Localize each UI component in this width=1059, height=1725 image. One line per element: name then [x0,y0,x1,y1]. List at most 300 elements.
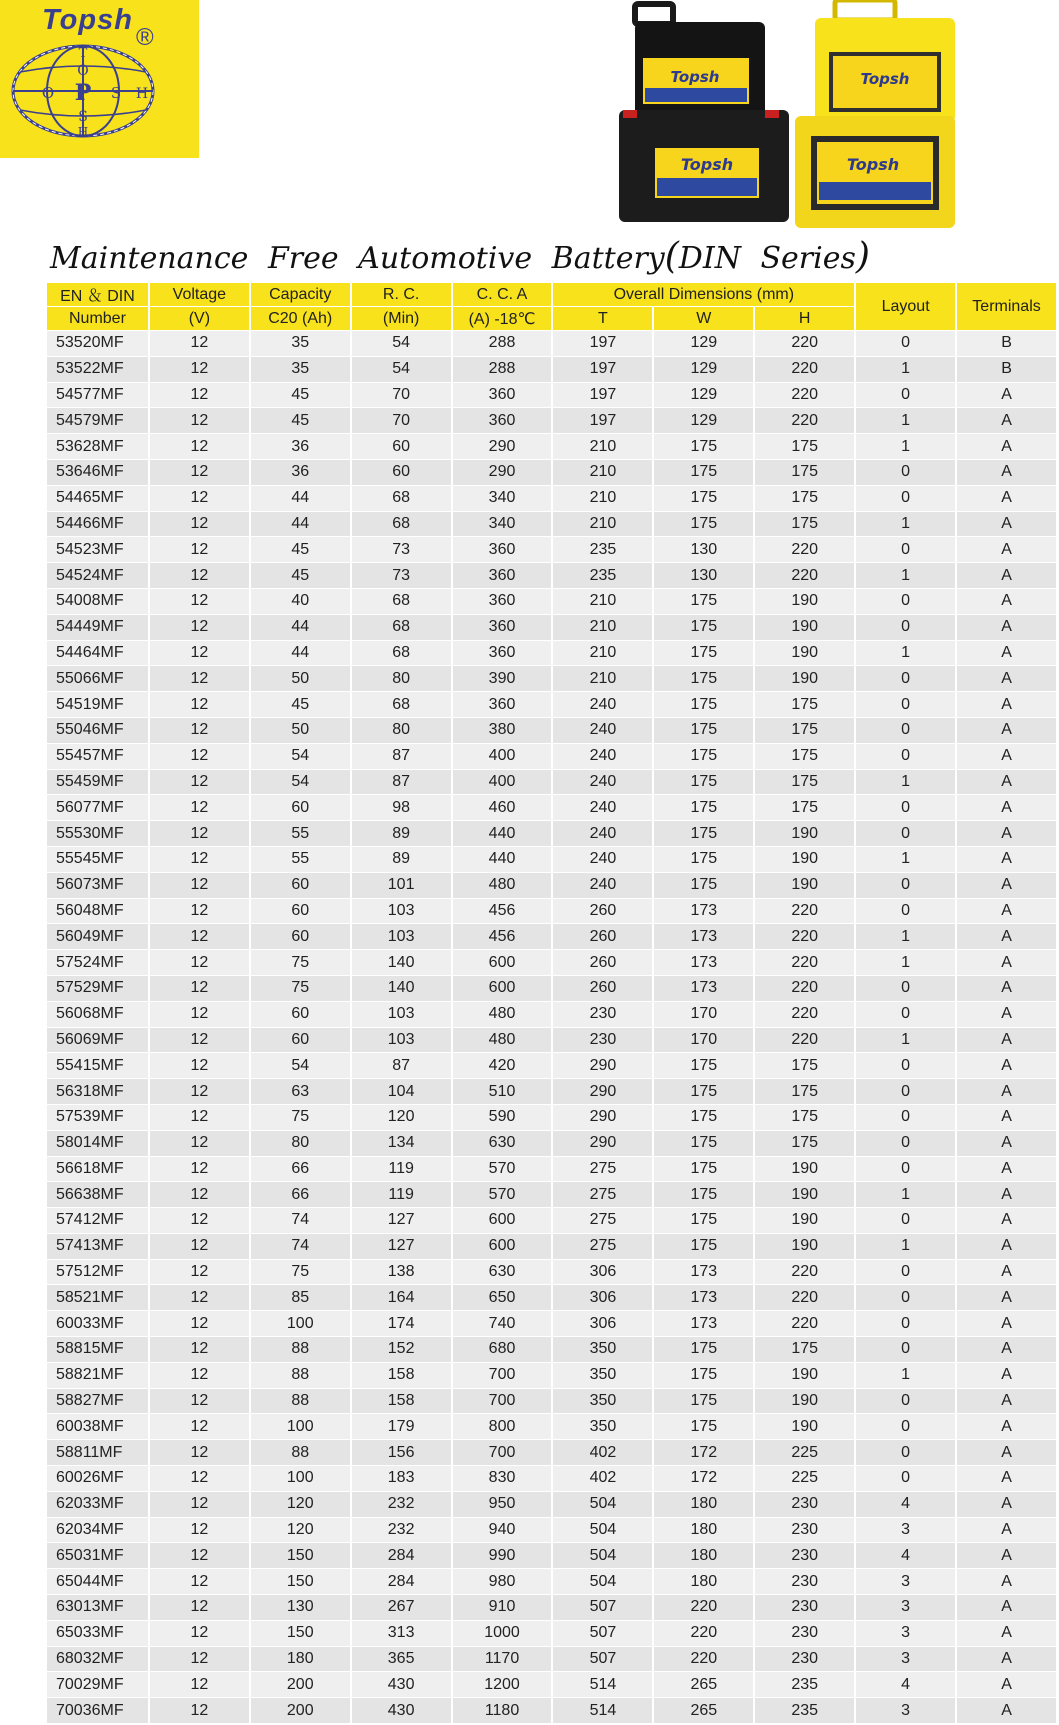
cell-capacity: 150 [251,1569,350,1594]
cell-cca: 1200 [453,1672,552,1697]
emblem-letter: O [77,63,89,79]
cell-terminals: A [957,1672,1056,1697]
cell-capacity: 45 [251,563,350,588]
cell-cca: 480 [453,1002,552,1027]
cell-rc: 365 [352,1647,451,1672]
cell-voltage: 12 [150,873,249,898]
cell-dim-w: 175 [654,434,753,459]
cell-voltage: 12 [150,1492,249,1517]
cell-rc: 70 [352,383,451,408]
cell-dim-w: 175 [654,1389,753,1414]
cell-model: 60026MF [47,1466,148,1491]
cell-layout: 1 [856,924,955,949]
cell-cca: 1000 [453,1621,552,1646]
table-row [47,1285,1056,1310]
cell-cca: 910 [453,1595,552,1620]
cell-dim-w: 175 [654,1363,753,1388]
cell-dim-h: 175 [755,1105,854,1130]
cell-dim-w: 175 [654,486,753,511]
cell-dim-t: 290 [553,1131,652,1156]
cell-terminals: A [957,1466,1056,1491]
cell-dim-t: 507 [553,1621,652,1646]
cell-dim-h: 230 [755,1595,854,1620]
cell-capacity: 74 [251,1234,350,1259]
cell-layout: 0 [856,1260,955,1285]
cell-dim-t: 290 [553,1105,652,1130]
cell-rc: 60 [352,460,451,485]
cell-voltage: 12 [150,460,249,485]
cell-model: 57524MF [47,950,148,975]
cell-dim-w: 175 [654,615,753,640]
cell-cca: 456 [453,924,552,949]
header-capacity-sub: C20 (Ah) [251,307,350,330]
cell-cca: 600 [453,976,552,1001]
battery-label: Topsh [846,155,900,174]
cell-voltage: 12 [150,1311,249,1336]
emblem-letter: S [78,109,88,125]
cell-layout: 3 [856,1621,955,1646]
cell-layout: 3 [856,1595,955,1620]
cell-model: 54519MF [47,692,148,717]
battery-product-photo [615,0,977,236]
cell-dim-t: 306 [553,1285,652,1310]
cell-voltage: 12 [150,1131,249,1156]
cell-terminals: A [957,1337,1056,1362]
cell-cca: 570 [453,1157,552,1182]
cell-dim-t: 504 [553,1518,652,1543]
cell-dim-w: 175 [654,770,753,795]
cell-voltage: 12 [150,718,249,743]
cell-terminals: A [957,1621,1056,1646]
cell-voltage: 12 [150,924,249,949]
cell-voltage: 12 [150,1079,249,1104]
cell-rc: 138 [352,1260,451,1285]
cell-dim-h: 220 [755,1311,854,1336]
brand-logo [0,0,199,158]
cell-terminals: A [957,1440,1056,1465]
cell-cca: 360 [453,589,552,614]
cell-voltage: 12 [150,1389,249,1414]
cell-dim-w: 175 [654,1234,753,1259]
table-row [47,512,1056,537]
cell-dim-w: 173 [654,1285,753,1310]
cell-capacity: 75 [251,1105,350,1130]
cell-dim-h: 230 [755,1569,854,1594]
header-dim-t: T [553,307,652,330]
cell-dim-t: 210 [553,512,652,537]
cell-terminals: A [957,1234,1056,1259]
cell-layout: 0 [856,692,955,717]
cell-model: 53520MF [47,331,148,356]
cell-model: 68032MF [47,1647,148,1672]
cell-cca: 380 [453,718,552,743]
cell-dim-h: 175 [755,1079,854,1104]
cell-dim-w: 175 [654,1414,753,1439]
cell-capacity: 100 [251,1466,350,1491]
cell-model: 54523MF [47,537,148,562]
cell-capacity: 45 [251,537,350,562]
cell-dim-h: 190 [755,1157,854,1182]
cell-voltage: 12 [150,641,249,666]
cell-dim-w: 175 [654,589,753,614]
cell-cca: 700 [453,1440,552,1465]
cell-rc: 158 [352,1389,451,1414]
cell-cca: 700 [453,1363,552,1388]
cell-cca: 360 [453,408,552,433]
cell-voltage: 12 [150,1518,249,1543]
cell-layout: 1 [856,512,955,537]
cell-dim-t: 260 [553,924,652,949]
cell-voltage: 12 [150,821,249,846]
table-row [47,1337,1056,1362]
cell-capacity: 60 [251,1028,350,1053]
cell-dim-t: 290 [553,1053,652,1078]
cell-voltage: 12 [150,408,249,433]
cell-dim-t: 210 [553,460,652,485]
cell-model: 54449MF [47,615,148,640]
cell-capacity: 100 [251,1311,350,1336]
cell-dim-t: 240 [553,873,652,898]
cell-capacity: 63 [251,1079,350,1104]
cell-layout: 1 [856,847,955,872]
emblem-letter: H [77,125,89,139]
cell-layout: 0 [856,383,955,408]
cell-capacity: 88 [251,1440,350,1465]
cell-dim-h: 235 [755,1672,854,1697]
cell-voltage: 12 [150,1002,249,1027]
cell-terminals: A [957,770,1056,795]
cell-capacity: 66 [251,1182,350,1207]
cell-terminals: A [957,1595,1056,1620]
cell-rc: 68 [352,692,451,717]
cell-dim-h: 230 [755,1621,854,1646]
cell-layout: 0 [856,1079,955,1104]
cell-cca: 400 [453,744,552,769]
cell-voltage: 12 [150,1260,249,1285]
table-row [47,976,1056,1001]
cell-voltage: 12 [150,434,249,459]
cell-cca: 288 [453,331,552,356]
cell-layout: 0 [856,1414,955,1439]
cell-model: 54579MF [47,408,148,433]
cell-voltage: 12 [150,537,249,562]
cell-dim-w: 175 [654,744,753,769]
cell-dim-w: 175 [654,821,753,846]
cell-terminals: A [957,641,1056,666]
cell-capacity: 60 [251,795,350,820]
cell-rc: 119 [352,1182,451,1207]
cell-capacity: 100 [251,1414,350,1439]
cell-dim-w: 180 [654,1543,753,1568]
table-row [47,770,1056,795]
cell-model: 58821MF [47,1363,148,1388]
cell-layout: 3 [856,1698,955,1723]
table-row [47,821,1056,846]
table-row [47,331,1056,356]
cell-capacity: 88 [251,1337,350,1362]
cell-layout: 0 [856,1105,955,1130]
cell-dim-t: 197 [553,383,652,408]
cell-terminals: A [957,1208,1056,1233]
cell-capacity: 36 [251,434,350,459]
cell-dim-w: 130 [654,537,753,562]
cell-layout: 0 [856,666,955,691]
table-row [47,1595,1056,1620]
cell-rc: 87 [352,1053,451,1078]
cell-dim-h: 190 [755,873,854,898]
table-row [47,899,1056,924]
cell-cca: 700 [453,1389,552,1414]
cell-terminals: A [957,589,1056,614]
cell-cca: 1170 [453,1647,552,1672]
cell-model: 55046MF [47,718,148,743]
cell-model: 58827MF [47,1389,148,1414]
cell-capacity: 75 [251,1260,350,1285]
cell-rc: 119 [352,1157,451,1182]
cell-terminals: A [957,718,1056,743]
table-row [47,950,1056,975]
cell-dim-h: 175 [755,770,854,795]
cell-dim-t: 210 [553,486,652,511]
cell-rc: 68 [352,589,451,614]
cell-cca: 650 [453,1285,552,1310]
cell-cca: 440 [453,821,552,846]
cell-voltage: 12 [150,1053,249,1078]
cell-terminals: A [957,1053,1056,1078]
cell-dim-w: 129 [654,383,753,408]
cell-rc: 87 [352,744,451,769]
cell-cca: 288 [453,357,552,382]
table-row [47,847,1056,872]
cell-terminals: A [957,873,1056,898]
cell-dim-w: 175 [654,873,753,898]
cell-terminals: A [957,537,1056,562]
cell-rc: 68 [352,641,451,666]
table-row [47,589,1056,614]
cell-capacity: 200 [251,1698,350,1723]
cell-capacity: 88 [251,1363,350,1388]
cell-dim-t: 402 [553,1440,652,1465]
table-row [47,1440,1056,1465]
cell-cca: 340 [453,512,552,537]
cell-capacity: 44 [251,512,350,537]
cell-model: 60033MF [47,1311,148,1336]
cell-rc: 120 [352,1105,451,1130]
cell-dim-w: 175 [654,1182,753,1207]
cell-dim-t: 240 [553,821,652,846]
cell-dim-t: 507 [553,1647,652,1672]
cell-dim-t: 260 [553,976,652,1001]
cell-dim-h: 220 [755,537,854,562]
cell-layout: 0 [856,1440,955,1465]
cell-dim-t: 350 [553,1414,652,1439]
cell-dim-h: 190 [755,1208,854,1233]
header-dimensions: Overall Dimensions (mm) [553,283,854,306]
cell-terminals: A [957,512,1056,537]
table-row [47,1621,1056,1646]
cell-dim-w: 170 [654,1028,753,1053]
cell-cca: 600 [453,1208,552,1233]
cell-voltage: 12 [150,847,249,872]
cell-capacity: 150 [251,1543,350,1568]
cell-cca: 360 [453,615,552,640]
cell-dim-w: 175 [654,1053,753,1078]
cell-terminals: A [957,1285,1056,1310]
cell-dim-t: 275 [553,1182,652,1207]
cell-capacity: 50 [251,718,350,743]
cell-dim-h: 175 [755,460,854,485]
cell-dim-h: 220 [755,950,854,975]
cell-model: 55530MF [47,821,148,846]
table-row [47,408,1056,433]
cell-layout: 4 [856,1543,955,1568]
cell-dim-t: 197 [553,331,652,356]
header-cca-sub: (A) -18℃ [453,307,552,330]
cell-voltage: 12 [150,1543,249,1568]
cell-voltage: 12 [150,486,249,511]
cell-capacity: 45 [251,383,350,408]
cell-terminals: A [957,1105,1056,1130]
cell-layout: 0 [856,1285,955,1310]
table-row [47,1234,1056,1259]
cell-capacity: 45 [251,692,350,717]
table-row [47,1105,1056,1130]
emblem-letter: H [135,86,149,102]
cell-layout: 3 [856,1647,955,1672]
cell-terminals: A [957,666,1056,691]
cell-dim-t: 290 [553,1079,652,1104]
cell-terminals: A [957,1543,1056,1568]
cell-dim-w: 172 [654,1440,753,1465]
cell-dim-w: 173 [654,976,753,1001]
cell-model: 56069MF [47,1028,148,1053]
cell-layout: 1 [856,641,955,666]
cell-dim-h: 190 [755,615,854,640]
cell-layout: 3 [856,1569,955,1594]
table-row [47,1466,1056,1491]
cell-dim-h: 190 [755,641,854,666]
emblem-letter: P [74,80,92,106]
cell-layout: 0 [856,1337,955,1362]
cell-terminals: A [957,615,1056,640]
cell-capacity: 130 [251,1595,350,1620]
cell-dim-t: 240 [553,718,652,743]
cell-dim-w: 172 [654,1466,753,1491]
cell-capacity: 80 [251,1131,350,1156]
table-row [47,1182,1056,1207]
cell-dim-w: 175 [654,1131,753,1156]
cell-model: 56077MF [47,795,148,820]
table-row [47,718,1056,743]
cell-dim-h: 220 [755,924,854,949]
cell-dim-h: 225 [755,1440,854,1465]
cell-capacity: 74 [251,1208,350,1233]
cell-rc: 68 [352,512,451,537]
cell-terminals: A [957,1569,1056,1594]
cell-layout: 1 [856,1363,955,1388]
cell-terminals: A [957,1028,1056,1053]
cell-voltage: 12 [150,1028,249,1053]
cell-rc: 232 [352,1518,451,1543]
cell-layout: 0 [856,537,955,562]
cell-layout: 0 [856,744,955,769]
globe-emblem-icon [8,42,158,140]
cell-terminals: B [957,331,1056,356]
cell-model: 58811MF [47,1440,148,1465]
cell-dim-h: 220 [755,1028,854,1053]
cell-cca: 400 [453,770,552,795]
cell-model: 56049MF [47,924,148,949]
cell-dim-t: 240 [553,692,652,717]
cell-rc: 127 [352,1234,451,1259]
cell-voltage: 12 [150,331,249,356]
cell-dim-w: 180 [654,1569,753,1594]
table-row [47,1647,1056,1672]
cell-model: 54577MF [47,383,148,408]
table-row [47,795,1056,820]
cell-dim-w: 175 [654,641,753,666]
title-paren-close: ) [855,236,870,277]
cell-dim-h: 220 [755,1285,854,1310]
table-row [47,1260,1056,1285]
cell-rc: 80 [352,718,451,743]
cell-model: 70029MF [47,1672,148,1697]
cell-cca: 480 [453,1028,552,1053]
cell-dim-w: 175 [654,1208,753,1233]
cell-rc: 98 [352,795,451,820]
cell-layout: 0 [856,976,955,1001]
cell-rc: 68 [352,486,451,511]
cell-dim-h: 230 [755,1543,854,1568]
cell-dim-t: 275 [553,1208,652,1233]
cell-dim-w: 175 [654,1105,753,1130]
cell-cca: 740 [453,1311,552,1336]
cell-rc: 140 [352,950,451,975]
table-row [47,1518,1056,1543]
cell-layout: 0 [856,589,955,614]
cell-dim-w: 173 [654,924,753,949]
cell-capacity: 50 [251,666,350,691]
cell-dim-w: 129 [654,331,753,356]
cell-model: 57512MF [47,1260,148,1285]
cell-layout: 1 [856,1028,955,1053]
cell-rc: 158 [352,1363,451,1388]
cell-rc: 80 [352,666,451,691]
cell-voltage: 12 [150,357,249,382]
cell-dim-h: 175 [755,744,854,769]
cell-dim-t: 230 [553,1002,652,1027]
table-row [47,1028,1056,1053]
cell-layout: 1 [856,357,955,382]
cell-rc: 156 [352,1440,451,1465]
cell-cca: 360 [453,383,552,408]
cell-terminals: A [957,383,1056,408]
cell-capacity: 88 [251,1389,350,1414]
cell-dim-w: 175 [654,666,753,691]
cell-dim-w: 175 [654,847,753,872]
cell-capacity: 60 [251,924,350,949]
cell-dim-w: 170 [654,1002,753,1027]
cell-model: 57413MF [47,1234,148,1259]
table-row [47,1672,1056,1697]
cell-cca: 360 [453,692,552,717]
table-row [47,1363,1056,1388]
table-row [47,1002,1056,1027]
battery-label: Topsh [670,68,720,86]
table-row [47,1311,1056,1336]
cell-cca: 440 [453,847,552,872]
cell-dim-h: 175 [755,434,854,459]
